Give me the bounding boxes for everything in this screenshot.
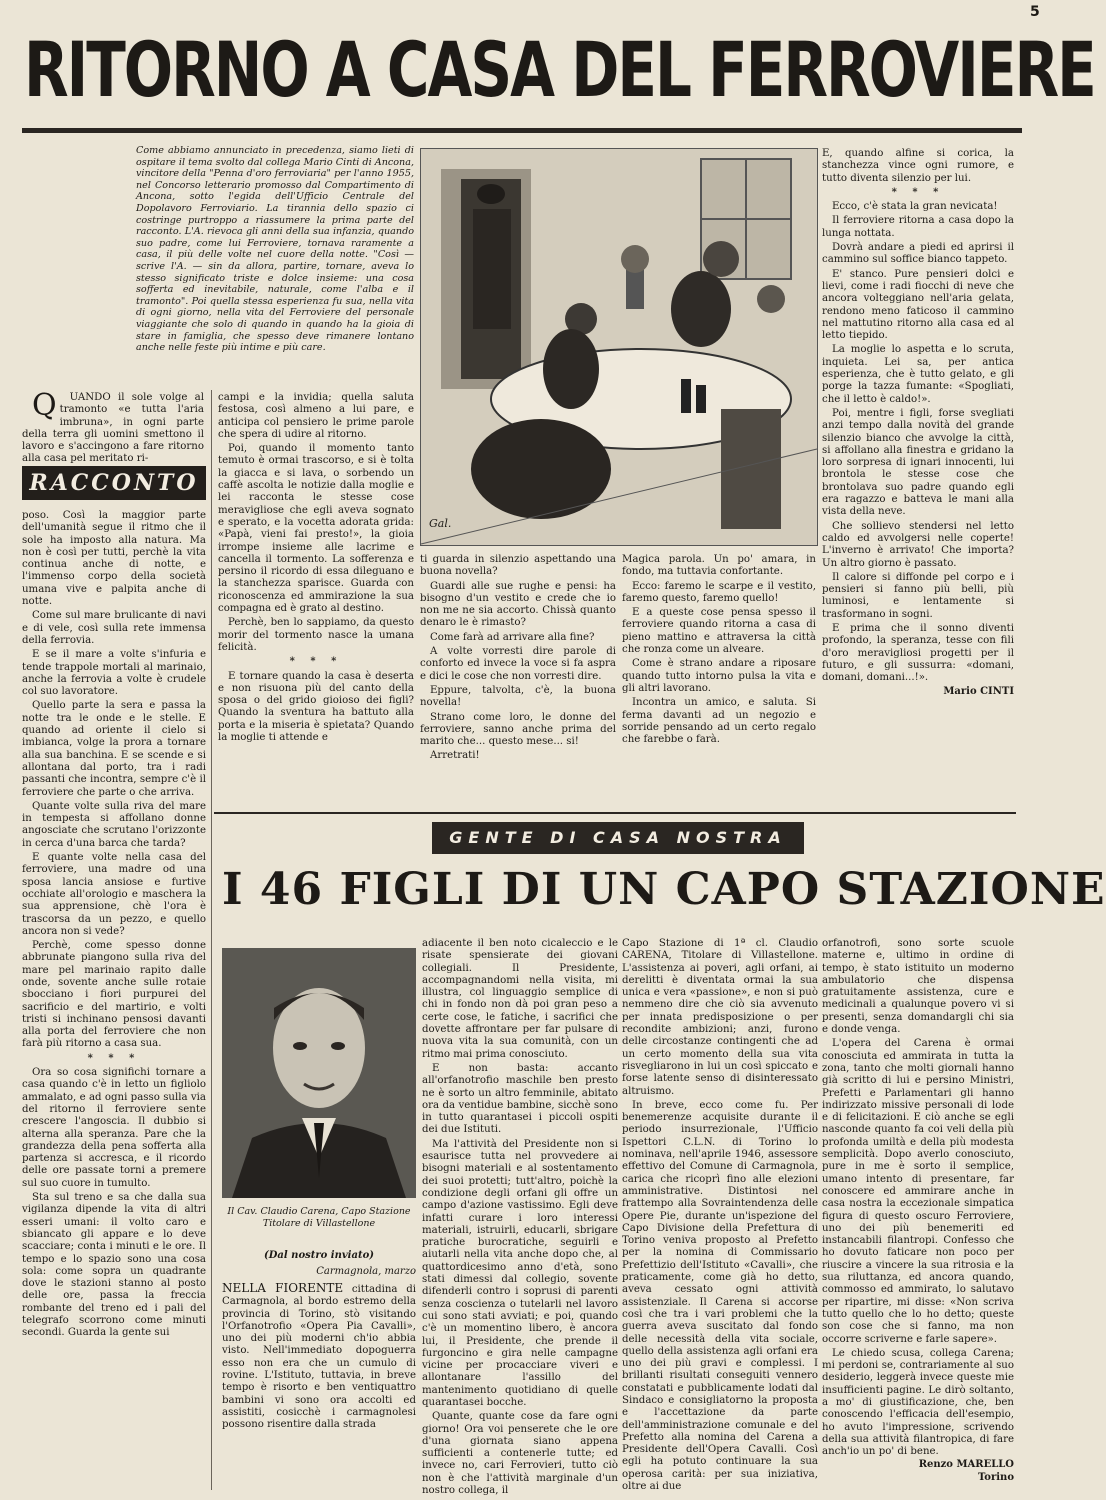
headline-rule xyxy=(22,128,1022,133)
dateline: Carmagnola, marzo xyxy=(316,1266,416,1277)
article-column-3: ti guarda in silenzio aspettando una buona novella? Guardi alle sue rughe e pensi: ha bisogno d'un vestito e crede che io non me ne sia accorto. Chissà quanto denaro le è rimasto? Come farà ad arrivare alla fine? A volte vorresti dire parole di conforto ed invece la voce si fa aspra e dici le cose che non vorresti dire. Eppure, talvolta, c'è, la buona novella! Strano come loro, le donne del ferroviere, sanno anche prima del marito che... questo mese... si! Arretrati! xyxy=(420,554,616,762)
drop-cap: Q xyxy=(32,388,57,423)
article2-headline: I 46 FIGLI DI UN CAPO STAZIONE xyxy=(222,864,1106,915)
article2-column-d: orfanotrofi, sono sorte scuole materne e, ultimo in ordine di tempo, è stato istituito un moderno ambulatorio che dispensa gratuitamente assistenza, cure e medicinali a qualunque povero vi si presenti, senza domandargli chi sia e donde venga. L'opera del Carena è ormai conosciuta ed ammirata in tutta la zona, tanto che molti giornali hanno già scritto di lui e persino Ministri, Prefetti e Parlamentari gli hanno indirizzato missive personali di lode e di felicitazioni. E ciò anche se egli nasconde quanto fa coi veli della più profonda umiltà e della più modesta semplicità. Dopo averlo conosciuto, pure in me è sorto il semplice, umano intento di presentare, far conoscere ed ammirare anche in casa nostra la eccezionale simpatica figura di questo oscuro Ferroviere, uno dei più benemeriti ed instancabili filantropi. Confesso che ho dovuto faticare non poco per riuscire a vincere la sua ritrosia e la sua riluttanza, ed ancora quando, commosso ed ammirato, lo salutavo per ripartire, mi disse: «Non scriva tutto quello che lo ho detto; queste son cose che si fanno, ma non occorre scriverne e farle sapere». Le chiedo scusa, collega Carena; mi perdoni se, contrariamente al suo desiderio, leggerà invece queste mie insufficienti pagine. Le dirò soltanto, a mo' di giustificazione, che, ben conoscendo l'efficacia dell'esempio, ho avuto l'impressione, scrivendo della sua attività filantropica, di fare anch'io un po' di bene. xyxy=(822,938,1014,1458)
article-column-1-top: Q UANDO il sole volge al tramonto «e tutta l'aria imbruna», in ogni parte della terra gli uomini smettono il lavoro e s'accingono a fare ritorno alla casa pel meritato ri- xyxy=(22,388,204,465)
illustrator-signature: Gal. xyxy=(429,517,452,530)
article-column-4: Magica parola. Un po' amara, in fondo, ma tuttavia confortante. Ecco: faremo le scarpe e il vestito, faremo questo, faremo quello! E a queste cose pensa spesso il ferroviere quando ritorna a casa di pieno mattino e attraversa la città che ronza come un alveare. Come è strano andare a riposare quando tutto intorno pulsa la vita e gli altri lavorano. Incontra un amico, e saluta. Si ferma davanti ad un negozio e sorride pensando ad un certo regalo che farebbe o farà. xyxy=(622,554,816,746)
article-intro: Come abbiamo annunciato in precedenza, siamo lieti di ospitare il tema svolto dal collega Mario Cinti di Ancona, vincitore della "Penna d'oro ferroviaria" per l'anno 1955, nel Concorso letterario promosso dal Compartimento di Ancona, sotto l'egida dell'Ufficio Centrale del Dopolavoro Ferroviario. La tirannia dello spazio ci costringe purtroppo a riassumere la prima parte del racconto. L'A. rievoca gli anni della sua infanzia, quando suo padre, come lui Ferroviere, tornava raramente a casa, il più delle volte nel cuore della notte. "Così — scrive l'A. — sin da allora, partire, tornare, aveva lo stesso significato triste e dolce insieme: una cosa sofferta ed inevitabile, naturale, come l'alba e il tramonto". Poi quella stessa esperienza fu sua, nella vita di ogni giorno, nella vita del Ferroviere del personale viaggiante che solo di quando in quando ha la gioia di stare in famiglia, che spesso deve rimanere lontano anche nelle feste più intime e più care. xyxy=(136,145,414,354)
article2-column-c: Capo Stazione di 1ª cl. Claudio CARENA, Titolare di Villastellone. L'assistenza ai poveri, agli orfani, ai derelitti è diventata ormai la sua unica e vera «passione», e non si può nemmeno dire che ciò sia avvenuto per innata predisposizione o per recondite ambizioni; anzi, furono delle circostanze contingenti che ad un certo momento della sua vita risvegliarono in lui un così spiccato e forse latente senso di disinteressato altruismo. In breve, ecco come fu. Per benemerenze acquisite durante il periodo insurrezionale, l'Ufficio Ispettori C.L.N. di Torino lo nominava, nell'aprile 1946, assessore effettivo del Comune di Carmagnola, carica che ricoprì fino alle elezioni amministrative. Distintosi nel frattempo alla Sovraintendenza delle Opere Pie, durante un'ispezione del Capo Divisione della Prefettura di Torino veniva proposto al Prefetto per la nomina di Commissario Prefettizio dell'Istituto «Cavalli», che praticamente, come già ho detto, aveva cessato ogni attività assistenziale. Il Carena si accorse così che tra i vari problemi che la guerra aveva suscitato dal fondo delle necessità della vita sociale, quello della assistenza agli orfani era uno dei più gravi e complessi. I brillanti risultati conseguiti vennero constatati e pubblicamente lodati dal Sindaco e consigliatorno la proposta e l'accettazione da parte dell'amministrazione comunale e del Prefetto alla nomina del Carena a Presidente dell'Opera Cavalli. Così egli ha potuto continuare la sua operosa carità: per sua iniziativa, oltre ai due xyxy=(622,938,818,1493)
article-column-1-lower: poso. Così la maggior parte dell'umanità segue il ritmo che il sole ha imposto alla natura. Ma non è così per tutti, perchè la vita continua anche di notte, e l'immenso corpo della società umana vive e palpita anche di notte. Come sul mare brulicante di navi e di vele, così sulla rete immensa della ferrovia. E se il mare a volte s'infuria e tende trappole mortali al marinaio, anche la ferrovia a volte è crudele col suo lavoratore. Quello parte la sera e passa la notte tra le onde e le stelle. E quando ad oriente il cielo si imbianca, volge la prora a tornare alla sua banchina. E se scende e si allontana dal porto, tra i radi passanti che incontra, sempre c'è il ferroviere che parte o che arriva. Quante volte sulla riva del mare in tempesta si affollano donne angosciate che scrutano l'orizzonte in cerca d'una barca che tarda? E quante volte nella casa del ferroviere, una madre od una sposa lancia ansiose e furtive occhiate all'orologio e maschera la sua apprensione, chè l'ora è trascorsa da un pezzo, e quello ancora non si vede? Perchè, come spesso donne abbrunate piangono sulla riva del mare pel marinaio rapito dalle onde, sovente anche sulle rotaie sbocciano i fiori purpurei del sacrificio e del martirio, e volti tristi si inchinano pensosi davanti alla porta del ferroviere che non farà più ritorno a casa sua. * * * Ora so cosa significhi tornare a casa quando c'è in letto un figliolo ammalato, e ad ogni passo sulla via del ritorno il ferroviere sente crescere l'angoscia. Il dubbio si alterna alla speranza. Pare che la grandezza della pena sofferta alla partenza si accresca, e il ricordo delle ore passate torni a premere sul suo cuore in tumulto. Sta sul treno e sa che dalla sua vigilanza dipende la vita di altri esseri umani: il volto caro e sbiancato gli appare e lo deve scacciare; conta i minuti e le ore. Il tempo e lo spazio sono una cosa sola: come sopra un quadrante dove le stazioni stanno al posto delle ore, passa la freccia rombante del treno ed i pali del telegrafo scorrono come minuti secondi. Guarda la gente sui xyxy=(22,510,206,1339)
illustration-drawing xyxy=(421,149,817,545)
article2-author xyxy=(822,1458,1014,1484)
article2-column-b: adiacente il ben noto cicaleccio e le risate spensierate dei giovani collegiali. Il Presidente, accompagnandomi nella visita, mi illustra, col linguaggio semplice di chi in fondo non dà poi gran peso a certe cose, le fatiche, i sacrifici che dovette affrontare per far pulsare di nuova vita la sua comunità, con un ritmo mai prima conosciuto. E non basta: accanto all'orfanotrofio maschile ben presto ne è sorto un altro femminile, abitato ora da ventidue bambine, sicchè sono in tutto quarantasei i piccoli ospiti dei due Istituti. Ma l'attività del Presidente non si esaurisce tutta nel provvedere ai bisogni materiali e al sostentamento dei suoi protetti; tutt'altro, poichè la condizione degli orfani gli offre un campo d'azione vastissimo. Egli deve infatti curare i loro interessi materiali, istruirli, educarli, sbrigare pratiche burocratiche, seguirli e aiutarli nella vita anche dopo che, al quattordicesimo anno d'età, sono stati dimessi dal collegio, sovente difenderli contro i soprusi di parenti senza coscienza o tutelarli nel lavoro cui sono stati avviati; e poi, quando c'è un momentino libero, è ancora lui, il Presidente, che prende il furgoncino e gira nelle campagne vicine per procacciare viveri e allontanare l'assillo del mantenimento quotidiano di quelle quarantasei bocche. Quante, quante cose da fare ogni giorno! Ora voi penserete che le ore d'una giornata siano appena sufficienti a contenerle tutte; ed invece no, cari Ferrovieri, tutto ciò non è che l'attività marginale d'un nostro collega, il xyxy=(422,938,618,1497)
family-illustration xyxy=(420,148,818,546)
article-column-5: E, quando alfine si corica, la stanchezza vince ogni rumore, e tutto diventa silenzio per lui. * * * Ecco, c'è stata la gran nevicata! Il ferroviere ritorna a casa dopo la lunga nottata. Dovrà andare a piedi ed aprirsi il cammino sul soffice bianco tappeto. E' stanco. Pure pensieri dolci e lievi, come i radi fiocchi di neve che ancora volteggiano nell'aria gelata, rendono meno faticoso il cammino nel mattutino ritorno alla casa ed al letto tiepido. La moglie lo aspetta e lo scruta, inquieta. Lei sa, per antica esperienza, che è tutto gelato, e gli porge la tazza fumante: «Spogliati, che il letto è caldo!». Poi, mentre i figli, forse svegliati anzi tempo dalla novità del grande silenzio bianco che avvolge la città, si affollano alla finestra e gridano la loro sorpresa di ignari innocenti, lui brontola le stesse cose che brontolava suo padre quando egli era ragazzo e batteva le mani alla vista della neve. Che sollievo stendersi nel letto caldo ed avvolgersi nelle coperte! L'inverno è arrivato! Che importa? Un altro giorno è passato. Il calore si diffonde pel corpo e i pensieri si fanno più belli, più luminosi, e lentamente si trasformano in sogni. E prima che il sonno diventi profondo, la speranza, tesse con fili d'oro meravigliosi progetti per il futuro, e gli sussurra: «domani, domani, domani...!». Mario CINTI xyxy=(822,148,1014,698)
rubric-banner: GENTE DI CASA NOSTRA xyxy=(432,822,804,854)
article-author: Mario CINTI xyxy=(943,686,1014,698)
section-separator xyxy=(214,812,1016,814)
portrait-photo xyxy=(222,948,416,1198)
author-city: Torino xyxy=(978,1472,1014,1483)
byline: (Dal nostro inviato) xyxy=(264,1250,374,1261)
article-column-2: campi e la invidia; quella saluta festosa, così almeno a lui pare, e anticipa col pensiero le prime parole che spera di udire al ritorno. Poi, quando il momento tanto temuto è ormai trascorso, e si è tolta la giacca e si lava, o sorbendo un caffè ascolta le notizie dalla moglie e lei racconta le stesse cose meravigliose che egli aveva sognato e sperato, e la vocetta adorata grida: «Papà, vieni fai presto!», la gioia irrompe insieme alle lacrime e cancella il tormento. La sofferenza e persino il ricordo di essa dileguano e la stanchezza sparisce. Guarda con riconoscenza ed ammirazione la sua compagna ed è grato al destino. Perchè, ben lo sappiamo, da questo morir del tormento nasce la umana felicità. * * * E tornare quando la casa è deserta e non risuona più del canto della sposa o del grido gioioso dei figli? Quando la sventura ha battuto alla porta e la miseria è spietata? Quando la moglie ti attende e xyxy=(218,392,414,744)
article2-column-a: NELLA FIORENTE cittadina di Carmagnola, al bordo estremo della provincia di Torino, stò visitando l'Orfanotrofio «Opera Pia Cavalli», uno dei più moderni ch'io abbia visto. Nell'immediato dopoguerra esso non era che un cumulo di rovine. L'Istituto, tuttavia, in breve tempo è risorto e ben ventiquattro bambini vi sono ora accolti ed assistiti, cosicchè i carmagnolesi possono risentire dalla strada xyxy=(222,1281,416,1431)
author-name: Renzo MARELLO xyxy=(918,1459,1014,1470)
photo-caption: Il Cav. Claudio Carena, Capo Stazione Titolare di Villastellone xyxy=(227,1206,411,1229)
article-headline: RITORNO A CASA DEL FERROVIERE xyxy=(24,25,1095,115)
racconto-label: RACCONTO xyxy=(22,466,206,500)
portrait-image xyxy=(222,948,416,1198)
page-number: 5 xyxy=(1030,4,1040,20)
column-divider xyxy=(211,390,212,1490)
